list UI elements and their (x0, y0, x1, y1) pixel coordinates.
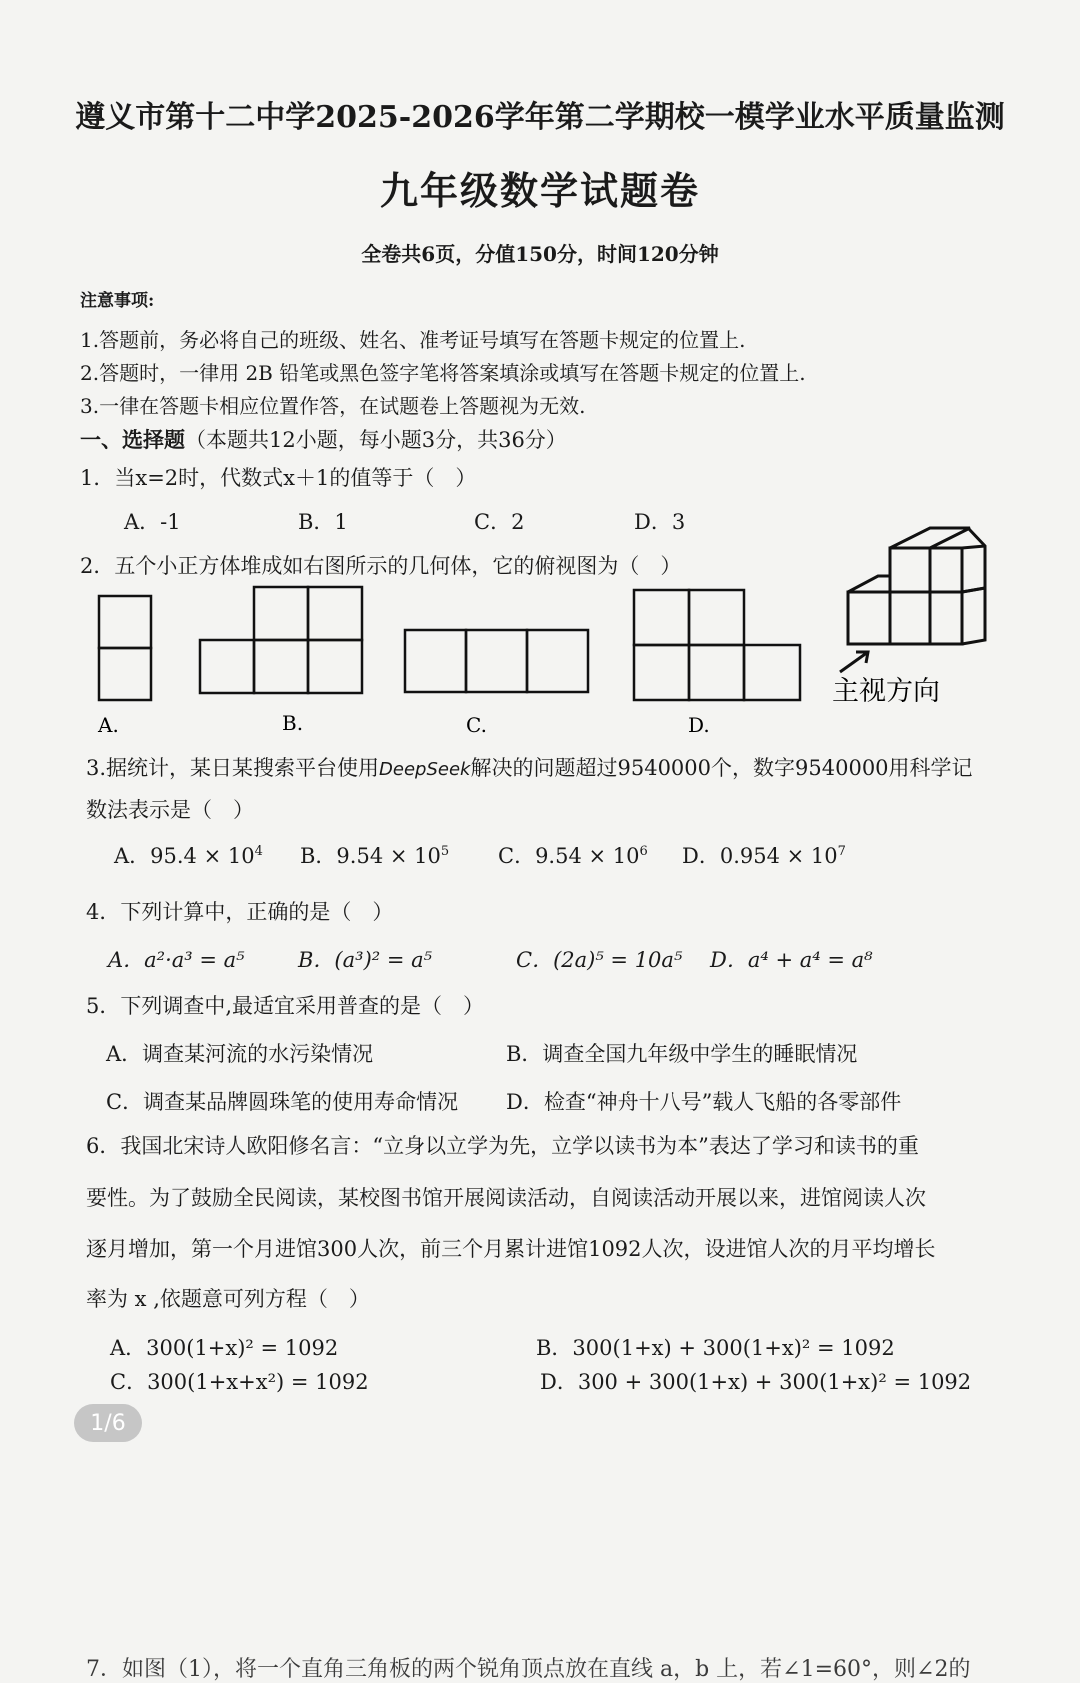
notice-heading: 注意事项: (80, 291, 155, 311)
q6-option-a: A．300(1+x)² = 1092 (110, 1336, 339, 1360)
q3-option-b-text: B．9.54 × 10 (300, 844, 441, 868)
q3-option-c-text: C．9.54 × 10 (498, 844, 640, 868)
q5-option-c: C．调查某品牌圆珠笔的使用寿命情况 (106, 1090, 459, 1114)
q2-solid-figure (840, 528, 985, 672)
question-6-line-4: 率为 x ,依题意可列方程（ ） (86, 1287, 370, 1311)
section-label: 一、选择题 (80, 427, 185, 452)
q2-option-d-label: D. (688, 713, 710, 737)
q2-option-c-figure (405, 630, 588, 692)
question-6-line-3: 逐月增加，第一个月进馆300人次，前三个月累计进馆1092人次，设进馆人次的月平均增长 (86, 1237, 936, 1261)
q3-stem-part2: 解决的问题超过9540000个，数字9540000用科学记 (470, 756, 973, 780)
page-indicator: 1/6 (74, 1404, 142, 1442)
question-5-stem: 5．下列调查中,最适宜采用普查的是（ ） (86, 994, 485, 1018)
q2-option-a-label: A. (98, 713, 119, 737)
q1-option-c: C．2 (474, 510, 525, 534)
question-3-stem (86, 752, 973, 782)
q2-option-b-figure (200, 587, 362, 693)
notice-item-3: 3.一律在答题卡相应位置作答，在试题卷上答题视为无效. (80, 394, 586, 418)
question-7-partial: 7．如图（1），将一个直角三角板的两个锐角顶点放在直线 a，b 上，若∠1=60°，则∠2的 (86, 1657, 971, 1682)
q1-option-b: B．1 (298, 510, 348, 534)
question-2-stem: 2．五个小正方体堆成如右图所示的几何体，它的俯视图为（ ） (80, 554, 682, 578)
q2-option-c-label: C. (466, 713, 487, 737)
q3-option-a-text: A．95.4 × 10 (114, 844, 255, 868)
exam-info: 全卷共6页，分值150分，时间120分钟 (361, 242, 719, 266)
q3-option-c (498, 840, 648, 870)
question-1-stem: 1．当x=2时，代数式x＋1的值等于（ ） (80, 466, 477, 490)
q3-option-d (682, 840, 846, 870)
q3-option-a-exp: 4 (254, 844, 263, 859)
q2-option-b-label: B. (282, 711, 304, 735)
exam-subtitle: 九年级数学试题卷 (379, 168, 700, 213)
question-4-stem: 4．下列计算中，正确的是（ ） (86, 900, 394, 924)
q2-option-a-figure (99, 596, 151, 700)
q3-stem-part1: 3.据统计，某日某搜索平台使用 (86, 756, 380, 780)
question-6-line-2: 要性。为了鼓励全民阅读，某校图书馆开展阅读活动，自阅读活动开展以来，进馆阅读人次 (86, 1186, 926, 1210)
q3-option-b (300, 840, 449, 870)
exam-title: 遵义市第十二中学2025-2026学年第二学期校一模学业水平质量监测 (75, 100, 1005, 135)
q3-option-d-text: D．0.954 × 10 (682, 844, 838, 868)
deepseek-brand: DeepSeek (379, 759, 471, 780)
q5-option-d: D．检查“神舟十八号”载人飞船的各零部件 (506, 1090, 902, 1114)
q4-option-b: B．(a³)² = a⁵ (298, 948, 433, 972)
q1-option-a: A．-1 (124, 510, 181, 534)
q3-option-c-exp: 6 (639, 844, 648, 859)
q4-option-d: D．a⁴ + a⁴ = a⁸ (710, 948, 873, 972)
q2-view-direction-label: 主视方向 (832, 676, 940, 707)
q6-option-c: C．300(1+x+x²) = 1092 (110, 1370, 369, 1394)
q3-option-a (114, 840, 263, 870)
notice-item-1: 1.答题前，务必将自己的班级、姓名、准考证号填写在答题卡规定的位置上. (80, 328, 746, 352)
q1-option-d: D．3 (634, 510, 686, 534)
q5-option-a: A．调查某河流的水污染情况 (106, 1042, 374, 1066)
q5-option-b: B．调查全国九年级中学生的睡眠情况 (506, 1042, 858, 1066)
q6-option-d: D．300 + 300(1+x) + 300(1+x)² = 1092 (540, 1370, 972, 1394)
q4-option-a: A．a²·a³ = a⁵ (108, 948, 245, 972)
section-heading (80, 424, 567, 454)
q2-figures (0, 520, 1080, 750)
q2-option-d-figure (634, 590, 800, 700)
q3-option-d-exp: 7 (837, 844, 846, 859)
q4-option-c: C．(2a)⁵ = 10a⁵ (516, 948, 683, 972)
question-6-line-1: 6．我国北宋诗人欧阳修名言：“立身以立学为先，立学以读书为本”表达了学习和读书的重 (86, 1134, 919, 1158)
section-note: （本题共12小题，每小题3分，共36分） (185, 428, 567, 452)
q6-option-b: B．300(1+x) + 300(1+x)² = 1092 (536, 1336, 895, 1360)
question-3-stem-line2: 数法表示是（ ） (86, 798, 254, 822)
q3-option-b-exp: 5 (440, 844, 450, 859)
notice-item-2: 2.答题时，一律用 2B 铅笔或黑色签字笔将答案填涂或填写在答题卡规定的位置上. (80, 361, 806, 385)
